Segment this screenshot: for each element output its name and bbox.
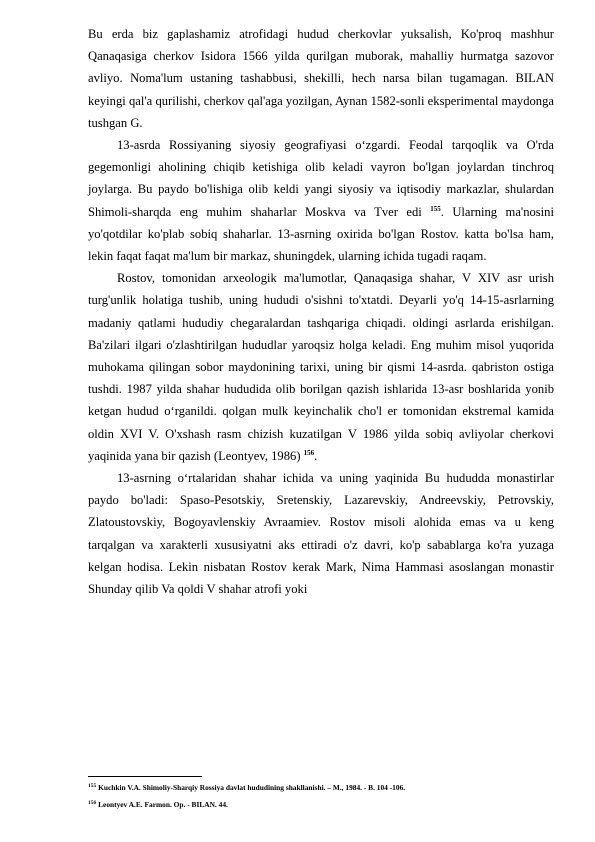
body-text — [88, 23, 554, 600]
paragraph-2 — [88, 134, 554, 267]
paragraph-2-text: 13-asrda Rossiyaning siyosiy geografiyasi o‘zgardi. Feodal tarqoqlik va O'rda gegemonligi aholining chiqib ketishiga olib keladi vayron bo'lgan joylardan tinchroq joylarga. Bu paydo bo'lishiga olib keldi yangi siyosiy va iqtisodiy markazlar, shulardan Shimoli-sharqda eng muhim shaharlar Moskva va Tver edi — [88, 138, 554, 219]
footnote-number: 156 — [88, 800, 97, 806]
footnote-number: 155 — [88, 783, 97, 789]
footnote-ref-156[interactable]: 156 — [303, 448, 315, 457]
footnote-divider — [88, 776, 202, 777]
footnote-155 — [88, 779, 554, 796]
footnote-text: Leontyev A.E. Farmon. Op. - BILAN. 44. — [98, 800, 228, 809]
footnote-ref-155[interactable]: 155 — [430, 204, 441, 213]
paragraph-3 — [88, 267, 554, 467]
footnotes — [88, 779, 554, 813]
paragraph-4-text: 13-asrning o‘rtalaridan shahar ichida va uning yaqinida Bu hududda monastirlar paydo bo'ladi: Spaso-Pesotskiy, Sretenskiy, Lazarevskiy, Andreevskiy, Petrovskiy, Zlatoustovskiy, Bogoyavlenskiy Avraamiev. Rostov misoli alohida emas va u keng tarqalgan va xarakterli xususiyatni aks ettiradi o'z davri, ko'p sabablarga ko'ra yuzaga kelgan hodisa. Lekin nisbatan Rostov kerak Mark, Nima Hammasi asoslangan monastir Shunday qilib Va qoldi V shahar atrofi yoki — [88, 471, 554, 597]
paragraph-1 — [88, 23, 554, 134]
paragraph-3-text: Rostov, tomonidan arxeologik ma'lumotlar, Qanaqasiga shahar, V XIV asr urish turg'unlik holatiga tushib, uning hududi o'sishni to'xtatdi. Deyarli yo'q 14-15-asrlarning madaniy qatlami hududiy chegaralardan tashqariga chiqadi. oldingi asrlarda erishilgan. Ba'zilari ilgari o'zlashtirilgan hududlar yaroqsiz holga keladi. Eng muhim misol yuqorida muhokama qilingan sobor maydonining tarixi, uning bir qismi 14-asrda. qabriston ostiga tushdi. 1987 yilda shahar hududida olib borilgan qazish ishlarida 13-asr boshlarida yonib ketgan hudud o‘rganildi. qolgan mulk keyinchalik cho'l er tomonidan ekstremal kamida oldin XVI V. O'xshash rasm chizish kuzatilgan V 1986 yilda sobiq avliyolar cherkovi yaqinida yana bir qazish (Leontyev, 1986) — [88, 271, 554, 463]
paragraph-1-text: Bu erda biz gaplashamiz atrofidagi hudud cherkovlar yuksalish, Ko'proq mashhur Qanaqasiga cherkov Isidora 1566 yilda qurilgan muborak, mahalliy hurmatga sazovor avliyo. Noma'lum ustaning tashabbusi, shekilli, hech narsa bilan tugamagan. BILAN keyingi qal'a qurilishi, cherkov qal'aga yozilgan, Aynan 1582-sonli eksperimental maydonga tushgan G. — [88, 27, 554, 130]
paragraph-2-text-cont: . Ularning ma'nosini yo'qotdilar ko'plab sobiq shaharlar. 13-asrning oxirida bo'lgan Rostov. katta bo'lsa ham, lekin faqat faqat ma'lum bir markaz, shuningdek, ularning ichida tugadi raqam. — [88, 204, 554, 264]
paragraph-3-text-cont: . — [314, 448, 318, 463]
paragraph-4 — [88, 467, 554, 600]
footnote-156 — [88, 796, 554, 813]
footnote-text: Kuchkin V.A. Shimoliy-Sharqiy Rossiya davlat hududining shakllanishi. – M., 1984. - B. 104 -106. — [98, 783, 406, 792]
